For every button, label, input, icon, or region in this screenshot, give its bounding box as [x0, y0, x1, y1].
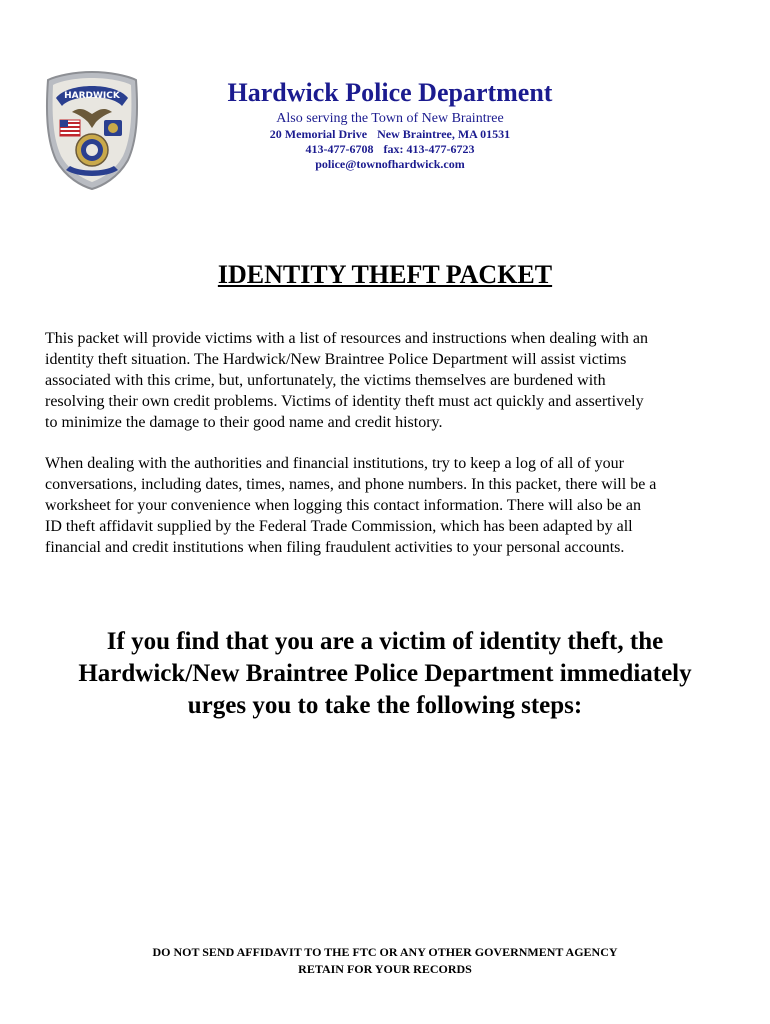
- callout-line: urges you to take the following steps:: [187, 692, 583, 719]
- city-address: New Braintree, MA 01531: [377, 127, 511, 141]
- callout-line: If you find that you are a victim of identity theft, the: [106, 628, 664, 655]
- badge-text: HARDWICK: [64, 91, 120, 101]
- footer-line: DO NOT SEND AFFIDAVIT TO THE FTC OR ANY OTHER GOVERNMENT AGENCY: [152, 945, 618, 959]
- letterhead: [190, 78, 590, 172]
- email-address: police@townofhardwick.com: [315, 157, 465, 171]
- callout-line: Hardwick/New Braintree Police Department immediately: [78, 660, 692, 687]
- intro-paragraph: [45, 328, 735, 433]
- paragraph-line: identity theft situation. The Hardwick/New Braintree Police Department will assist victims: [45, 351, 627, 368]
- footer-line: RETAIN FOR YOUR RECORDS: [298, 962, 472, 976]
- street-address: 20 Memorial Drive: [269, 127, 368, 141]
- paragraph-line: This packet will provide victims with a list of resources and instructions when dealing with an: [45, 330, 648, 347]
- log-paragraph: [45, 453, 735, 558]
- paragraph-line: resolving their own credit problems. Victims of identity theft must act quickly and assertively: [45, 393, 644, 410]
- serving-line: Also serving the Town of New Braintree: [276, 111, 504, 126]
- paragraph-line: ID theft affidavit supplied by the Federal Trade Commission, which has been adapted by all: [45, 518, 633, 535]
- paragraph-line: conversations, including dates, times, names, and phone numbers. In this packet, there will be a: [45, 476, 657, 493]
- steps-callout: [0, 626, 770, 722]
- paragraph-line: to minimize the damage to their good name and credit history.: [45, 414, 443, 431]
- packet-title: IDENTITY THEFT PACKET: [217, 260, 553, 289]
- police-badge-icon: [42, 68, 142, 192]
- address-line: [190, 127, 590, 142]
- department-name: Hardwick Police Department: [227, 78, 553, 107]
- paragraph-line: associated with this crime, but, unfortunately, the victims themselves are burdened with: [45, 372, 606, 389]
- paragraph-line: When dealing with the authorities and financial institutions, try to keep a log of all of your: [45, 455, 624, 472]
- phone-number: 413-477-6708: [305, 142, 374, 156]
- phone-line: [190, 142, 590, 157]
- paragraph-line: worksheet for your convenience when logging this contact information. There will also be an: [45, 497, 641, 514]
- footer-notice: [0, 944, 770, 978]
- fax-number: fax: 413-477-6723: [383, 142, 475, 156]
- paragraph-line: financial and credit institutions when filing fraudulent activities to your personal accounts.: [45, 539, 625, 556]
